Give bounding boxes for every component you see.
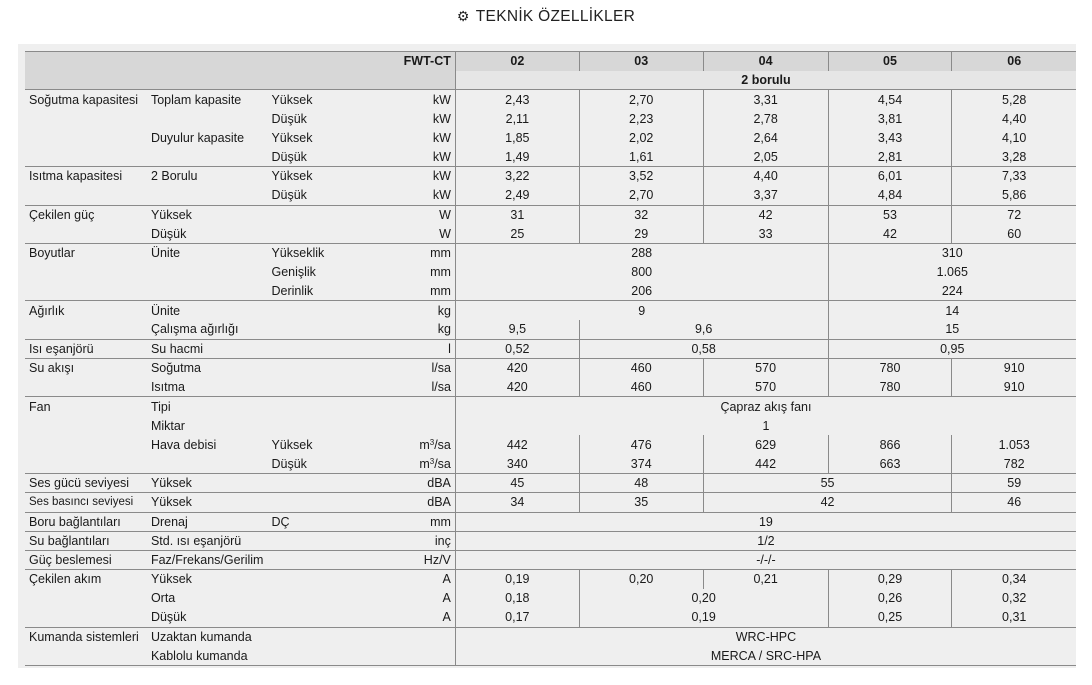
value-cell: 0,18 bbox=[455, 589, 579, 608]
category-label: Su bağlantıları bbox=[25, 531, 147, 550]
table-row bbox=[25, 147, 1076, 166]
value-cell: 2,78 bbox=[703, 109, 828, 128]
value-cell: 1,85 bbox=[455, 128, 579, 147]
value-cell: 570 bbox=[703, 359, 828, 378]
category-label bbox=[25, 109, 147, 128]
value-cell: 1.065 bbox=[828, 263, 1076, 282]
category-label bbox=[25, 646, 147, 665]
table-row bbox=[25, 646, 1076, 665]
unit-label: W bbox=[379, 205, 456, 224]
mode-label bbox=[267, 474, 378, 493]
value-cell: 0,20 bbox=[579, 570, 703, 589]
value-cell: 42 bbox=[703, 205, 828, 224]
table-row bbox=[25, 570, 1076, 589]
unit-label: inç bbox=[379, 531, 456, 550]
table-row bbox=[25, 301, 1076, 320]
value-cell: 72 bbox=[952, 205, 1076, 224]
category-label bbox=[25, 147, 147, 166]
parameter-label: Uzaktan kumanda bbox=[147, 627, 268, 646]
model-label: FWT-CT bbox=[25, 52, 455, 71]
value-cell: 780 bbox=[828, 378, 952, 397]
table-row bbox=[25, 416, 1076, 435]
category-label: Boru bağlantıları bbox=[25, 512, 147, 531]
category-label: Ses gücü seviyesi bbox=[25, 474, 147, 493]
mode-label bbox=[267, 339, 378, 358]
category-label: Ağırlık bbox=[25, 301, 147, 320]
table-row bbox=[25, 627, 1076, 646]
parameter-label: Soğutma bbox=[147, 359, 268, 378]
table-row bbox=[25, 90, 1076, 109]
value-cell: 34 bbox=[455, 493, 579, 512]
value-cell: 3,28 bbox=[952, 147, 1076, 166]
value-cell: 420 bbox=[455, 359, 579, 378]
category-label bbox=[25, 263, 147, 282]
parameter-label: Ünite bbox=[147, 243, 268, 262]
value-cell: 0,17 bbox=[455, 608, 579, 627]
parameter-label: Düşük bbox=[150, 226, 187, 241]
category-label: Fan bbox=[25, 397, 147, 416]
mode-label: Yüksek bbox=[271, 437, 313, 452]
value-cell: 59 bbox=[952, 474, 1076, 493]
value-cell: WRC-HPC bbox=[455, 627, 1076, 646]
value-cell: 0,19 bbox=[579, 608, 828, 627]
value-cell: 33 bbox=[703, 224, 828, 243]
value-cell: 0,25 bbox=[828, 608, 952, 627]
value-cell: 15 bbox=[828, 320, 1076, 339]
value-cell: 0,52 bbox=[455, 339, 579, 358]
model-header: 03 bbox=[579, 52, 703, 71]
unit-label: l/sa bbox=[431, 380, 451, 395]
table-row bbox=[25, 397, 1076, 416]
value-cell: 29 bbox=[579, 224, 703, 243]
value-cell: 2,11 bbox=[455, 109, 579, 128]
value-cell: 3,52 bbox=[579, 167, 703, 186]
spec-panel bbox=[18, 44, 1076, 668]
value-cell: 19 bbox=[455, 512, 1076, 531]
value-cell: 2,70 bbox=[579, 90, 703, 109]
category-label: Soğutma kapasitesi bbox=[25, 90, 147, 109]
table-row bbox=[25, 493, 1076, 512]
value-cell: 60 bbox=[952, 224, 1076, 243]
value-cell: 3,31 bbox=[703, 90, 828, 109]
parameter-label bbox=[147, 147, 268, 166]
table-row bbox=[25, 589, 1076, 608]
table-row bbox=[25, 474, 1076, 493]
value-cell: 7,33 bbox=[952, 167, 1076, 186]
value-cell: 0,32 bbox=[952, 589, 1076, 608]
mode-label: Derinlik bbox=[271, 284, 314, 299]
header-row bbox=[25, 52, 1076, 71]
category-label bbox=[25, 454, 147, 473]
parameter-label bbox=[147, 263, 268, 282]
category-label bbox=[25, 282, 147, 301]
value-cell: 2,43 bbox=[455, 90, 579, 109]
mode-label bbox=[267, 397, 378, 416]
table-row bbox=[25, 378, 1076, 397]
parameter-label: Faz/Frekans/Gerilim bbox=[147, 550, 268, 569]
value-cell: 4,54 bbox=[828, 90, 952, 109]
mode-label bbox=[267, 570, 378, 589]
value-cell: 310 bbox=[828, 243, 1076, 262]
mode-label bbox=[267, 550, 378, 569]
parameter-label bbox=[147, 454, 268, 473]
table-row bbox=[25, 186, 1076, 205]
table-row bbox=[25, 550, 1076, 569]
parameter-label: Su hacmi bbox=[147, 339, 268, 358]
table-row bbox=[25, 224, 1076, 243]
table-row bbox=[25, 454, 1076, 473]
mode-label bbox=[267, 608, 378, 627]
parameter-label: Hava debisi bbox=[150, 437, 217, 452]
parameter-label: Çalışma ağırlığı bbox=[150, 322, 239, 337]
table-row bbox=[25, 128, 1076, 147]
parameter-label: Duyulur kapasite bbox=[150, 130, 245, 145]
value-cell: 2,23 bbox=[579, 109, 703, 128]
mode-label: Yükseklik bbox=[267, 243, 378, 262]
parameter-label: Yüksek bbox=[147, 493, 268, 512]
value-cell: 374 bbox=[579, 454, 703, 473]
value-cell: 5,28 bbox=[952, 90, 1076, 109]
value-cell: 340 bbox=[455, 454, 579, 473]
value-cell: 663 bbox=[828, 454, 952, 473]
unit-label: dBA bbox=[379, 474, 456, 493]
category-label bbox=[25, 320, 147, 339]
value-cell: 2,81 bbox=[828, 147, 952, 166]
parameter-label: Yüksek bbox=[147, 205, 268, 224]
value-cell: 206 bbox=[455, 282, 828, 301]
value-cell: 31 bbox=[455, 205, 579, 224]
value-cell: 3,81 bbox=[828, 109, 952, 128]
subheader-blank bbox=[25, 71, 455, 90]
value-cell: 224 bbox=[828, 282, 1076, 301]
superscript-3: 3 bbox=[429, 437, 435, 447]
mode-label bbox=[267, 224, 378, 243]
category-label: Ses basıncı seviyesi bbox=[25, 493, 147, 512]
mode-label bbox=[267, 627, 378, 646]
category-label: Kumanda sistemleri bbox=[25, 627, 147, 646]
unit-label: l bbox=[379, 339, 456, 358]
parameter-label: Ünite bbox=[147, 301, 268, 320]
value-cell: 55 bbox=[703, 474, 952, 493]
parameter-label: Tipi bbox=[147, 397, 268, 416]
mode-label: Yüksek bbox=[267, 167, 378, 186]
unit-label bbox=[379, 397, 456, 416]
value-cell: 460 bbox=[579, 378, 703, 397]
page-title-text: TEKNİK ÖZELLİKLER bbox=[475, 8, 636, 25]
unit-label: Hz/V bbox=[379, 550, 456, 569]
value-cell: 32 bbox=[579, 205, 703, 224]
value-cell: 2,02 bbox=[579, 128, 703, 147]
spec-table bbox=[25, 51, 1076, 666]
value-cell: 570 bbox=[703, 378, 828, 397]
unit-label: kg bbox=[379, 301, 456, 320]
mode-label bbox=[267, 301, 378, 320]
unit-label bbox=[379, 416, 456, 435]
value-cell: 9 bbox=[455, 301, 828, 320]
gear-icon: ⚙ bbox=[456, 8, 470, 24]
table-row bbox=[25, 109, 1076, 128]
unit-label: A bbox=[442, 591, 451, 606]
value-cell: 442 bbox=[703, 454, 828, 473]
unit-label: A bbox=[442, 610, 451, 625]
unit-label: $m^3/sa$ bbox=[419, 456, 451, 471]
value-cell: 0,20 bbox=[579, 589, 828, 608]
value-cell: 910 bbox=[952, 359, 1076, 378]
mode-label: Düşük bbox=[271, 111, 307, 126]
value-cell: 48 bbox=[579, 474, 703, 493]
unit-label: kW bbox=[379, 167, 456, 186]
unit-label: W bbox=[439, 226, 451, 241]
table-row bbox=[25, 512, 1076, 531]
parameter-label: Std. ısı eşanjörü bbox=[147, 531, 268, 550]
table-row bbox=[25, 435, 1076, 454]
mode-label bbox=[267, 531, 378, 550]
category-label: Çekilen akım bbox=[25, 570, 147, 589]
value-cell: 1,61 bbox=[579, 147, 703, 166]
value-cell: 6,01 bbox=[828, 167, 952, 186]
value-cell: 1 bbox=[455, 416, 1076, 435]
value-cell: 5,86 bbox=[952, 186, 1076, 205]
value-cell: 629 bbox=[703, 435, 828, 454]
value-cell: 1/2 bbox=[455, 531, 1076, 550]
mode-label bbox=[267, 320, 378, 339]
mode-label bbox=[267, 359, 378, 378]
value-cell: 866 bbox=[828, 435, 952, 454]
value-cell: 288 bbox=[455, 243, 828, 262]
value-cell: 460 bbox=[579, 359, 703, 378]
value-cell: 800 bbox=[455, 263, 828, 282]
mode-label bbox=[267, 378, 378, 397]
value-cell: 25 bbox=[455, 224, 579, 243]
category-label: Güç beslemesi bbox=[25, 550, 147, 569]
unit-label: kW bbox=[432, 130, 451, 145]
parameter-label bbox=[147, 109, 268, 128]
mode-label: Düşük bbox=[271, 456, 307, 471]
mode-label bbox=[267, 589, 378, 608]
unit-label: kg bbox=[437, 322, 451, 337]
value-cell: 1,49 bbox=[455, 147, 579, 166]
value-cell: 910 bbox=[952, 378, 1076, 397]
unit-label: mm bbox=[430, 284, 451, 299]
value-cell: 0,31 bbox=[952, 608, 1076, 627]
mode-label: Düşük bbox=[271, 188, 307, 203]
category-label: Boyutlar bbox=[25, 243, 147, 262]
parameter-label: Düşük bbox=[150, 610, 187, 625]
category-label bbox=[25, 589, 147, 608]
model-header: 06 bbox=[952, 52, 1076, 71]
category-label bbox=[25, 435, 147, 454]
value-cell: 9,6 bbox=[579, 320, 828, 339]
category-label: Isı eşanjörü bbox=[25, 339, 147, 358]
value-cell: 42 bbox=[828, 224, 952, 243]
value-cell: 0,95 bbox=[828, 339, 1076, 358]
parameter-label bbox=[147, 282, 268, 301]
model-header: 05 bbox=[828, 52, 952, 71]
mode-label bbox=[267, 646, 378, 665]
table-row bbox=[25, 263, 1076, 282]
category-label bbox=[25, 378, 147, 397]
value-cell: 3,22 bbox=[455, 167, 579, 186]
unit-label: kW bbox=[432, 149, 451, 164]
table-row bbox=[25, 205, 1076, 224]
category-label: Su akışı bbox=[25, 359, 147, 378]
model-header: 02 bbox=[455, 52, 579, 71]
value-cell: Çapraz akış fanı bbox=[455, 397, 1076, 416]
table-row bbox=[25, 608, 1076, 627]
value-cell: 2,49 bbox=[455, 186, 579, 205]
unit-label: mm bbox=[379, 512, 456, 531]
value-cell: 14 bbox=[828, 301, 1076, 320]
category-label bbox=[25, 128, 147, 147]
parameter-label: Orta bbox=[150, 591, 176, 606]
parameter-label: Miktar bbox=[150, 418, 185, 433]
value-cell: 0,29 bbox=[828, 570, 952, 589]
value-cell: 4,10 bbox=[952, 128, 1076, 147]
value-cell: 1.053 bbox=[952, 435, 1076, 454]
parameter-label: Yüksek bbox=[147, 570, 268, 589]
unit-label: mm bbox=[379, 243, 456, 262]
category-label: Isıtma kapasitesi bbox=[25, 167, 147, 186]
value-cell: 45 bbox=[455, 474, 579, 493]
mode-label: Yüksek bbox=[271, 130, 313, 145]
unit-label: kW bbox=[379, 90, 456, 109]
unit-label bbox=[379, 646, 456, 665]
unit-label bbox=[379, 627, 456, 646]
table-row bbox=[25, 243, 1076, 262]
table-row bbox=[25, 282, 1076, 301]
value-cell: 420 bbox=[455, 378, 579, 397]
value-cell: MERCA / SRC-HPA bbox=[455, 646, 1076, 665]
value-cell: 3,43 bbox=[828, 128, 952, 147]
table-row bbox=[25, 359, 1076, 378]
value-cell: 9,5 bbox=[455, 320, 579, 339]
value-cell: 782 bbox=[952, 454, 1076, 473]
value-cell: 42 bbox=[703, 493, 952, 512]
superscript-3: 3 bbox=[429, 456, 435, 466]
mode-label bbox=[267, 205, 378, 224]
unit-label: dBA bbox=[379, 493, 456, 512]
category-label bbox=[25, 608, 147, 627]
page-title bbox=[0, 8, 1092, 26]
mode-label bbox=[267, 493, 378, 512]
unit-label: mm bbox=[430, 265, 451, 280]
unit-label: kW bbox=[432, 111, 451, 126]
model-header: 04 bbox=[703, 52, 828, 71]
value-cell: 53 bbox=[828, 205, 952, 224]
unit-label: A bbox=[379, 570, 456, 589]
mode-label: Yüksek bbox=[267, 90, 378, 109]
value-cell: 780 bbox=[828, 359, 952, 378]
table-row bbox=[25, 320, 1076, 339]
value-cell: 0,34 bbox=[952, 570, 1076, 589]
value-cell: 0,58 bbox=[579, 339, 828, 358]
value-cell: 4,40 bbox=[703, 167, 828, 186]
subheader-row bbox=[25, 71, 1076, 90]
mode-label: Genişlik bbox=[271, 265, 316, 280]
table-row bbox=[25, 531, 1076, 550]
value-cell: 2,05 bbox=[703, 147, 828, 166]
category-label: Çekilen güç bbox=[25, 205, 147, 224]
pipe-type-label: 2 borulu bbox=[455, 71, 1076, 90]
value-cell: 4,84 bbox=[828, 186, 952, 205]
value-cell: 442 bbox=[455, 435, 579, 454]
value-cell: 0,19 bbox=[455, 570, 579, 589]
mode-label: Düşük bbox=[271, 149, 307, 164]
table-row bbox=[25, 167, 1076, 186]
value-cell: 35 bbox=[579, 493, 703, 512]
value-cell: 3,37 bbox=[703, 186, 828, 205]
parameter-label bbox=[147, 186, 268, 205]
value-cell: 4,40 bbox=[952, 109, 1076, 128]
value-cell: 0,21 bbox=[703, 570, 828, 589]
category-label bbox=[25, 186, 147, 205]
value-cell: -/-/- bbox=[455, 550, 1076, 569]
mode-label: DÇ bbox=[267, 512, 378, 531]
parameter-label: Toplam kapasite bbox=[147, 90, 268, 109]
value-cell: 2,64 bbox=[703, 128, 828, 147]
category-label bbox=[25, 224, 147, 243]
mode-label bbox=[267, 416, 378, 435]
parameter-label: Isıtma bbox=[150, 380, 185, 395]
table-row bbox=[25, 339, 1076, 358]
value-cell: 2,70 bbox=[579, 186, 703, 205]
value-cell: 0,26 bbox=[828, 589, 952, 608]
category-label bbox=[25, 416, 147, 435]
value-cell: 476 bbox=[579, 435, 703, 454]
parameter-label: Yüksek bbox=[147, 474, 268, 493]
unit-label: $m^3/sa$ bbox=[419, 437, 451, 452]
value-cell: 46 bbox=[952, 493, 1076, 512]
unit-label: l/sa bbox=[379, 359, 456, 378]
unit-label: kW bbox=[432, 188, 451, 203]
parameter-label: Drenaj bbox=[147, 512, 268, 531]
parameter-label: Kablolu kumanda bbox=[147, 646, 268, 665]
parameter-label: 2 Borulu bbox=[147, 167, 268, 186]
